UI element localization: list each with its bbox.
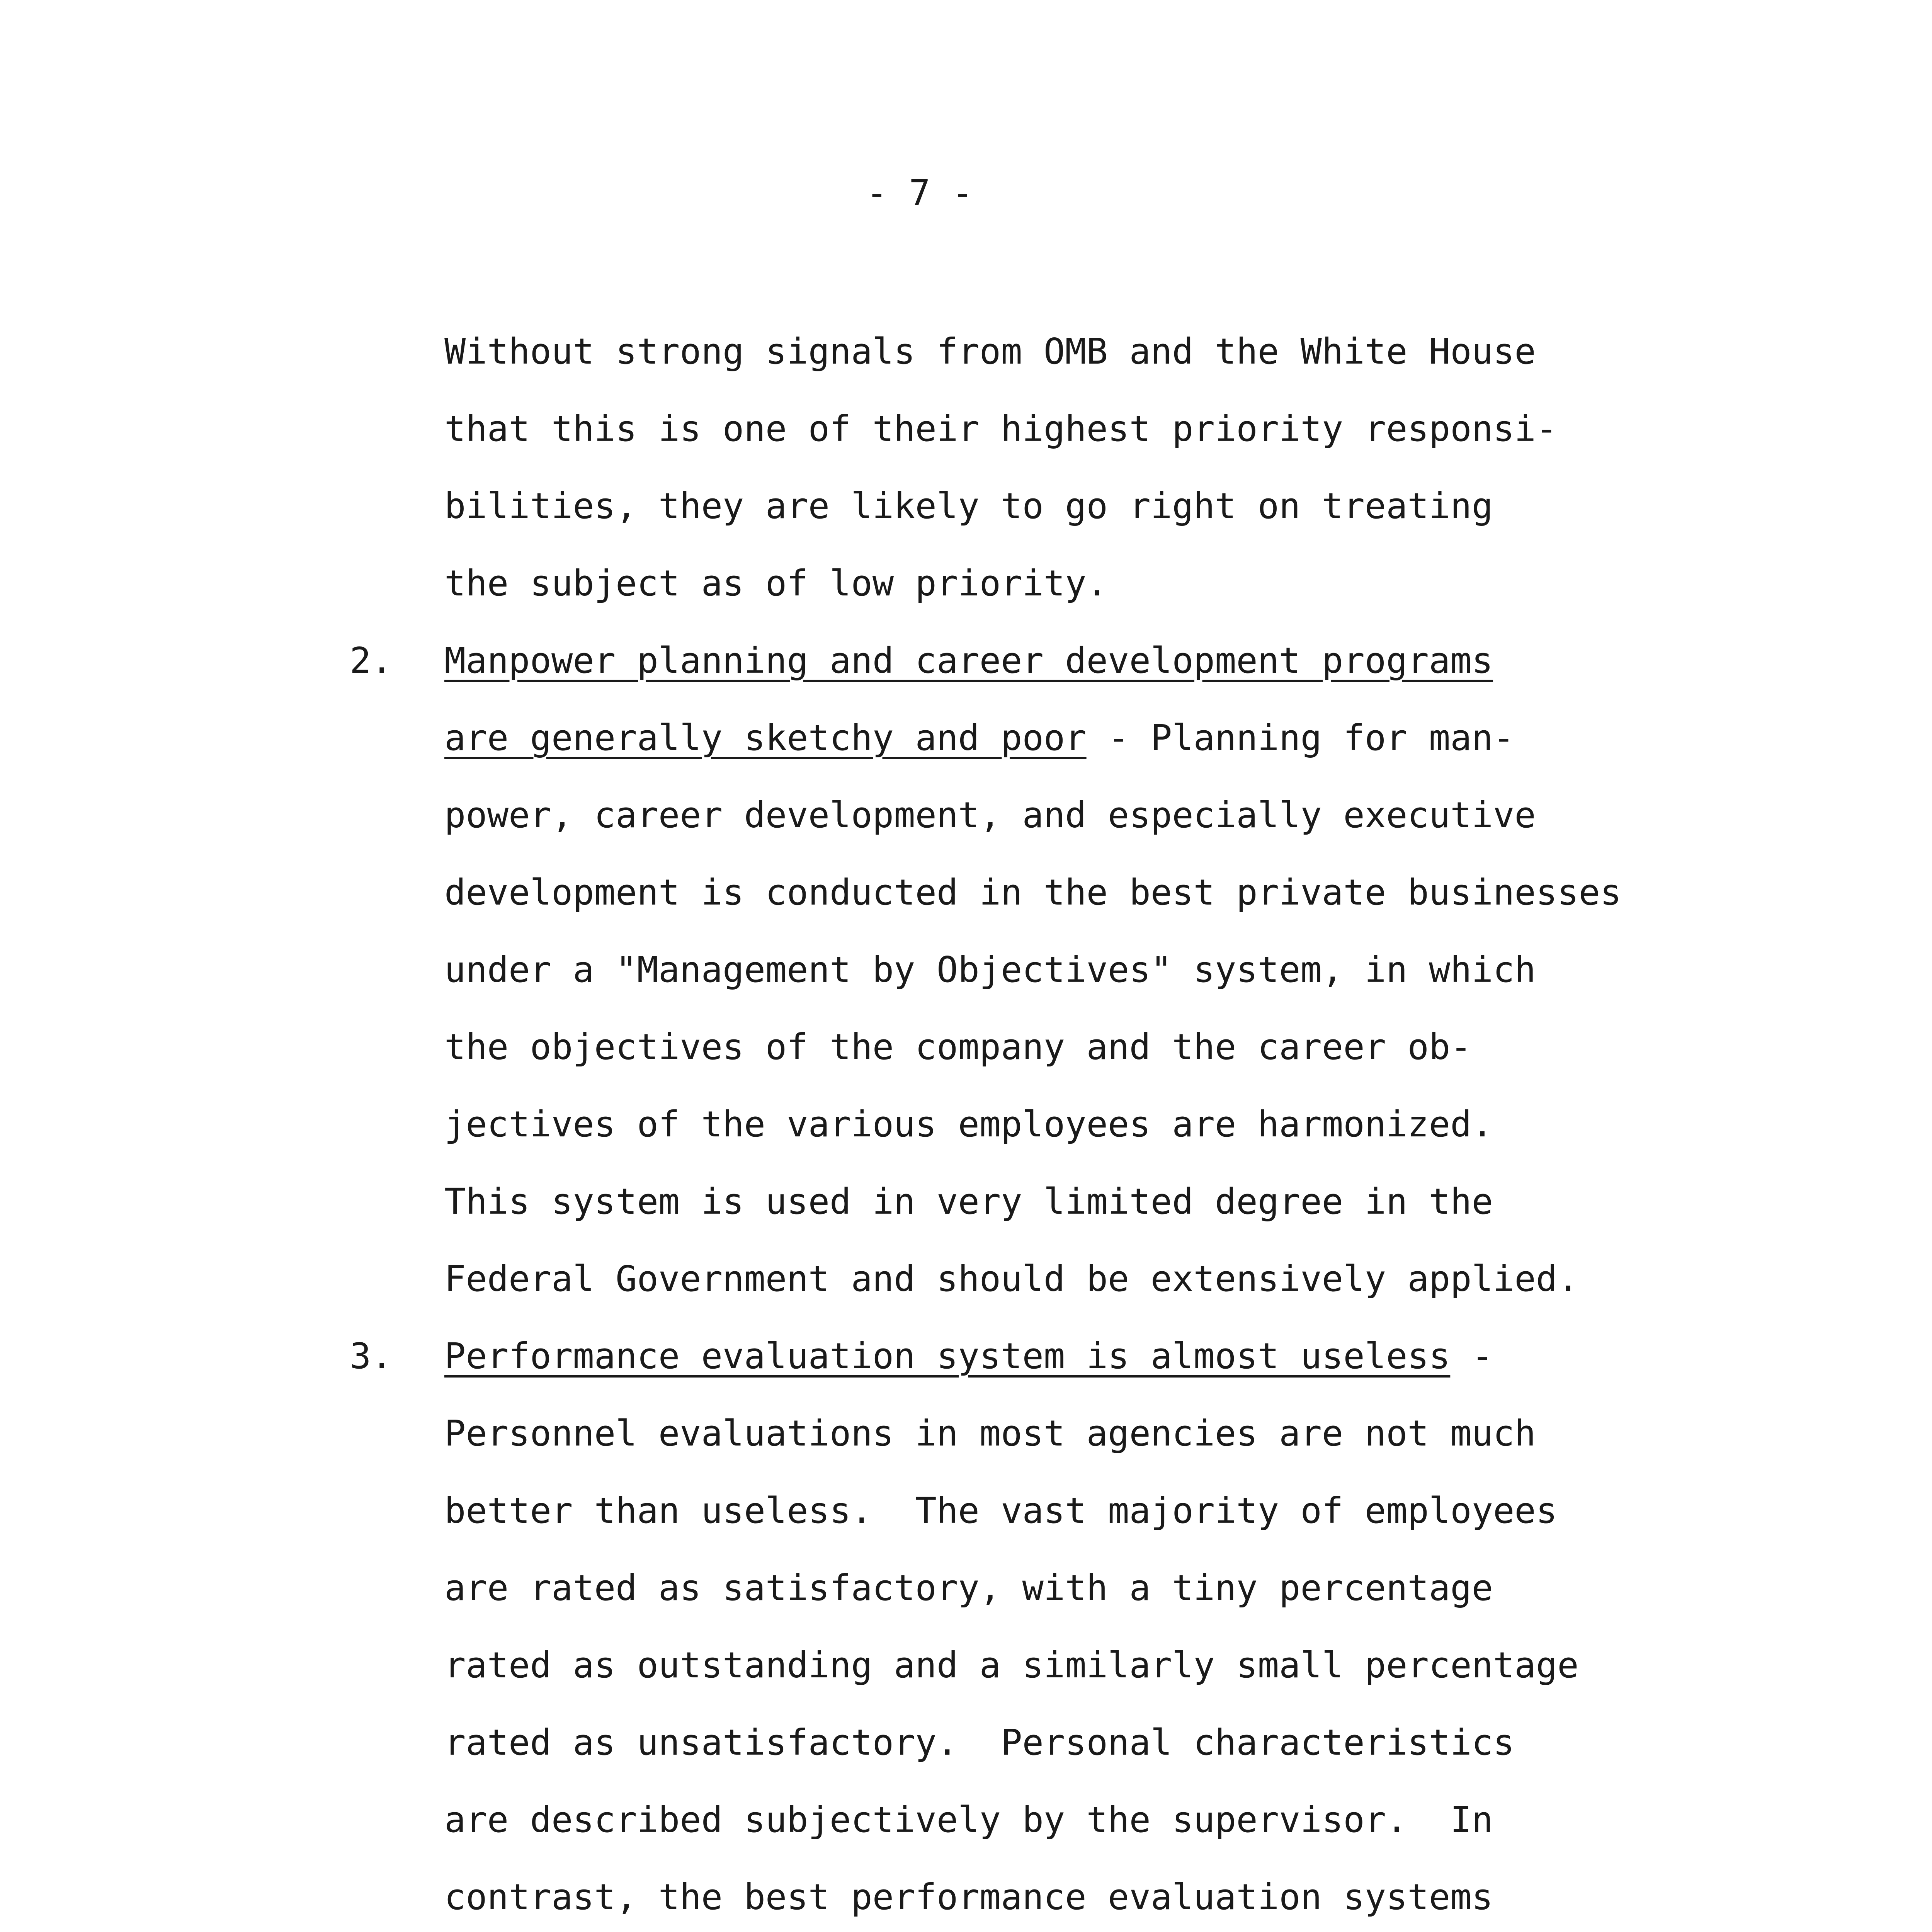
text-line: are described subjectively by the supervisor. In <box>444 1799 1493 1840</box>
text-line: rated as outstanding and a similarly small percentage <box>444 1645 1579 1686</box>
text-line: This system is used in very limited degree in the <box>444 1181 1493 1222</box>
text-line: the subject as of low priority. <box>444 563 1108 604</box>
text-line: - Planning for man- <box>1086 717 1515 759</box>
item-number: 3. <box>350 1335 393 1377</box>
text-line: rated as unsatisfactory. Personal characteristics <box>444 1722 1515 1763</box>
page-number: - 7 - <box>866 172 973 214</box>
item-heading <box>444 1333 1493 1379</box>
text-line: under a "Management by Objectives" system, in which <box>444 949 1536 990</box>
text-line: power, career development, and especially executive <box>444 794 1536 836</box>
item-heading-text: are generally sketchy and poor <box>444 717 1087 759</box>
item-heading-continued <box>444 715 1514 761</box>
item-number: 2. <box>350 640 393 681</box>
text-line: contrast, the best performance evaluation systems <box>444 1876 1493 1918</box>
text-line: bilities, they are likely to go right on treating <box>444 485 1493 527</box>
text-line: the objectives of the company and the career ob- <box>444 1026 1472 1068</box>
text-line: Federal Government and should be extensively applied. <box>444 1258 1579 1299</box>
text-line: that this is one of their highest priority responsi- <box>444 408 1558 449</box>
item-heading <box>444 638 1493 684</box>
text-line: Personnel evaluations in most agencies are not much <box>444 1413 1536 1454</box>
text-line: development is conducted in the best private businesses <box>444 872 1622 913</box>
item-heading-text: Performance evaluation system is almost useless <box>444 1335 1451 1377</box>
text-line: jectives of the various employees are harmonized. <box>444 1104 1493 1145</box>
item-heading-text: Manpower planning and career development programs <box>444 640 1493 681</box>
text-line: - <box>1450 1335 1493 1377</box>
text-line: Without strong signals from OMB and the White House <box>444 331 1536 372</box>
text-line: are rated as satisfactory, with a tiny percentage <box>444 1567 1493 1609</box>
text-line: better than useless. The vast majority of employees <box>444 1490 1558 1531</box>
